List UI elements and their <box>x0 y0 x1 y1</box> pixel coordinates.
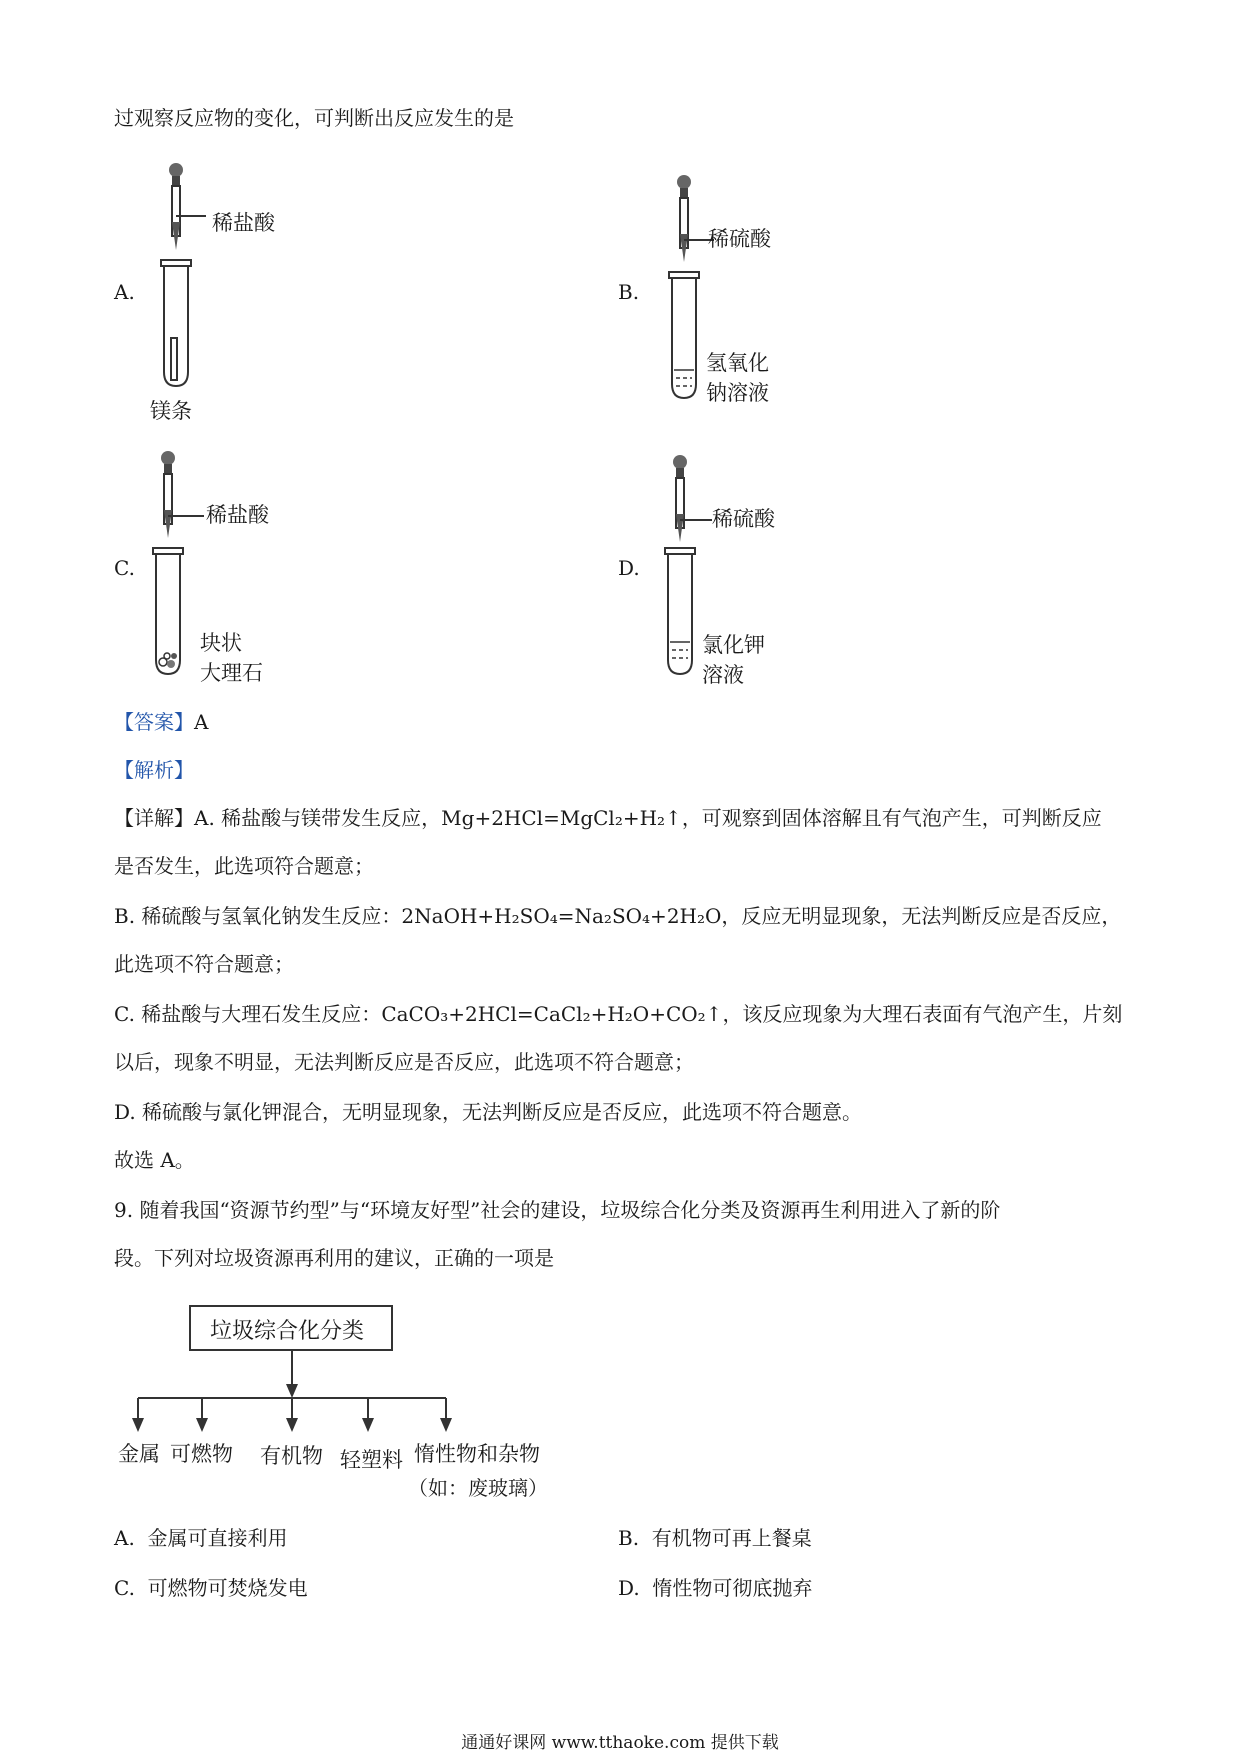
equation-c: CaCO₃+2HCl=CaCl₂+H₂O+CO₂↑ <box>381 1002 723 1026</box>
label-a-bottom: 镁条 <box>150 399 192 423</box>
q9-stem-2: 段。下列对垃圾资源再利用的建议，正确的一项是 <box>114 1246 554 1270</box>
detail-b-line-1: B. 稀硫酸与氢氧化钠发生反应：2NaOH+H₂SO₄=Na₂SO₄+2H₂O，反应无明显现象，无法判断反应是否反应， <box>114 904 1122 928</box>
equation-b: 2NaOH+H₂SO₄=Na₂SO₄+2H₂O <box>401 904 722 928</box>
label-b-bottom-1: 氢氧化 <box>706 351 769 375</box>
option-c-letter: C. <box>114 556 135 580</box>
q9-stem-1: 9. 随着我国“资源节约型”与“环境友好型”社会的建设，垃圾综合化分类及资源再生利用进入了新的阶 <box>114 1198 1001 1222</box>
diagram-leaf-metal: 金属 <box>118 1442 160 1466</box>
diagram-leaf-light-plastic: 轻塑料 <box>340 1448 403 1472</box>
diagram-root: 垃圾综合化分类 <box>210 1319 365 1344</box>
diagram-leaf-inert: 惰性物和杂物 <box>414 1442 540 1466</box>
option-d-letter: D. <box>618 556 640 580</box>
option-a-letter: A. <box>114 280 135 304</box>
q9-option-a: A. 金属可直接利用 <box>114 1526 288 1550</box>
detail-a-line-2: 是否发生，此选项符合题意； <box>114 854 374 878</box>
label-b-bottom-2: 钠溶液 <box>706 381 769 405</box>
label-d-bottom-2: 溶液 <box>702 663 744 687</box>
label-a-top: 稀盐酸 <box>212 211 275 235</box>
option-b-letter: B. <box>618 280 640 304</box>
label-c-top: 稀盐酸 <box>206 503 269 527</box>
label-c-bottom-1: 块状 <box>200 631 242 655</box>
detail-b-line-2: 此选项不符合题意； <box>114 952 294 976</box>
diagram-leaf-combustible: 可燃物 <box>170 1442 233 1466</box>
conclusion: 故选 A。 <box>114 1148 195 1172</box>
label-d-bottom-1: 氯化钾 <box>702 633 765 657</box>
diagram-leaf-note: （如：废玻璃） <box>408 1476 548 1500</box>
q9-option-b: B. 有机物可再上餐桌 <box>618 1526 812 1550</box>
equation-a: Mg+2HCl=MgCl₂+H₂↑ <box>441 806 682 830</box>
detail-d-line: D. 稀硫酸与氯化钾混合，无明显现象，无法判断反应是否反应，此选项不符合题意。 <box>114 1100 863 1124</box>
label-d-top: 稀硫酸 <box>712 507 775 531</box>
analysis-tag: 【解析】 <box>114 758 194 782</box>
detail-c-line-1: C. 稀盐酸与大理石发生反应：CaCO₃+2HCl=CaCl₂+H₂O+CO₂↑，该反应现象为大理石表面有气泡产生，片刻 <box>114 1002 1123 1026</box>
detail-c-line-2: 以后，现象不明显，无法判断反应是否反应，此选项不符合题意； <box>114 1050 694 1074</box>
detail-tag: 【详解】 <box>114 806 194 830</box>
page-footer: 通通好课网 www.tthaoke.com 提供下载 <box>461 1733 779 1753</box>
detail-a-line-1: 【详解】A. 稀盐酸与镁带发生反应，Mg+2HCl=MgCl₂+H₂↑，可观察到固体溶解且有气泡产生，可判断反应 <box>114 806 1102 830</box>
answer-tag: 【答案】 <box>114 710 194 734</box>
label-b-top: 稀硫酸 <box>708 227 771 251</box>
answer-value: A <box>194 710 209 734</box>
q9-option-d: D. 惰性物可彻底抛弃 <box>618 1576 813 1600</box>
label-c-bottom-2: 大理石 <box>200 661 263 685</box>
diagram-leaf-organic: 有机物 <box>260 1444 323 1468</box>
q8-stem-tail: 过观察反应物的变化，可判断出反应发生的是 <box>114 106 514 130</box>
q9-option-c: C. 可燃物可焚烧发电 <box>114 1576 308 1600</box>
